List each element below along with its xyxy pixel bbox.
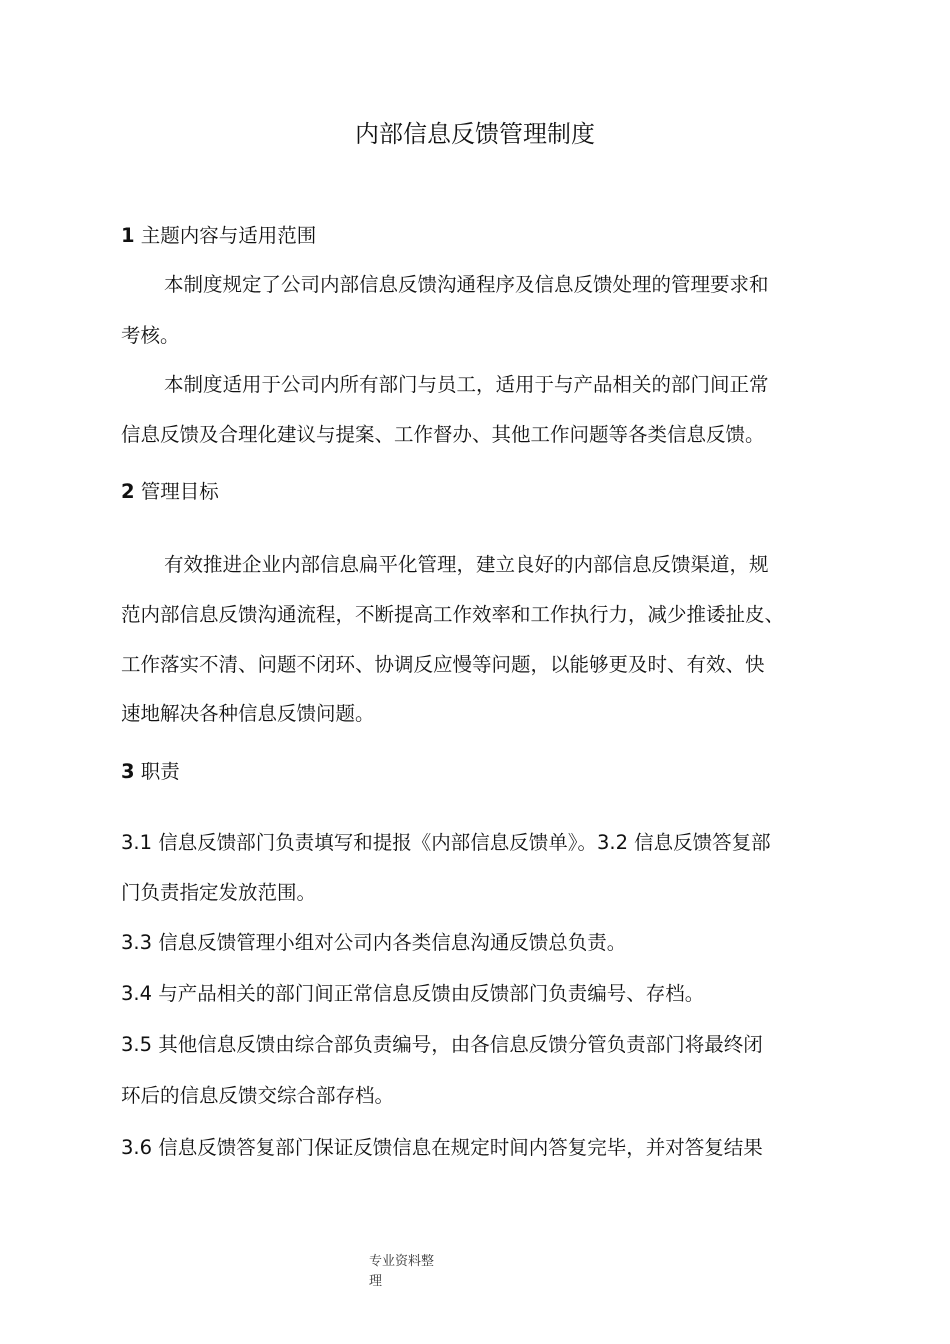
paragraph-line: 环后的信息反馈交综合部存档。 — [121, 1084, 395, 1107]
paragraph-line: 3.6 信息反馈答复部门保证反馈信息在规定时间内答复完毕，并对答复结果 — [121, 1136, 763, 1159]
document-title: 内部信息反馈管理制度 — [355, 120, 595, 148]
section-number: 1 — [121, 224, 135, 247]
paragraph-line: 本制度规定了公司内部信息反馈沟通程序及信息反馈处理的管理要求和 — [164, 273, 769, 296]
section-number: 2 — [121, 480, 135, 503]
footer-line: 专业资料整 — [369, 1254, 435, 1269]
section-title: 主题内容与适用范围 — [140, 224, 317, 247]
footer-line: 理 — [369, 1274, 383, 1289]
paragraph-line: 信息反馈及合理化建议与提案、工作督办、其他工作问题等各类信息反馈。 — [121, 423, 765, 446]
paragraph-line: 3.3 信息反馈管理小组对公司内各类信息沟通反馈总负责。 — [121, 931, 627, 954]
paragraph-line: 门负责指定发放范围。 — [121, 881, 317, 904]
section-number: 3 — [121, 760, 135, 783]
paragraph-line: 3.1 信息反馈部门负责填写和提报《内部信息反馈单》。3.2 信息反馈答复部 — [121, 831, 771, 854]
paragraph-line: 本制度适用于公司内所有部门与员工，适用于与产品相关的部门间正常 — [164, 373, 769, 396]
section-heading-3 — [121, 756, 841, 788]
paragraph-line: 范内部信息反馈沟通流程，不断提高工作效率和工作执行力，减少推诿扯皮、 — [121, 603, 785, 626]
paragraph-line: 3.5 其他信息反馈由综合部负责编号，由各信息反馈分管负责部门将最终闭 — [121, 1033, 763, 1056]
page-footer — [369, 1252, 434, 1292]
section-title: 管理目标 — [140, 480, 219, 503]
section-heading-1 — [121, 220, 841, 252]
paragraph-line: 速地解决各种信息反馈问题。 — [121, 702, 375, 725]
section-title: 职责 — [140, 760, 180, 783]
paragraph-line: 工作落实不清、问题不闭环、协调反应慢等问题，以能够更及时、有效、快 — [121, 653, 765, 676]
paragraph-line: 考核。 — [121, 324, 180, 347]
section-heading-2 — [121, 476, 841, 508]
paragraph-line: 3.4 与产品相关的部门间正常信息反馈由反馈部门负责编号、存档。 — [121, 982, 705, 1005]
paragraph-line: 有效推进企业内部信息扁平化管理，建立良好的内部信息反馈渠道，规 — [164, 553, 769, 576]
